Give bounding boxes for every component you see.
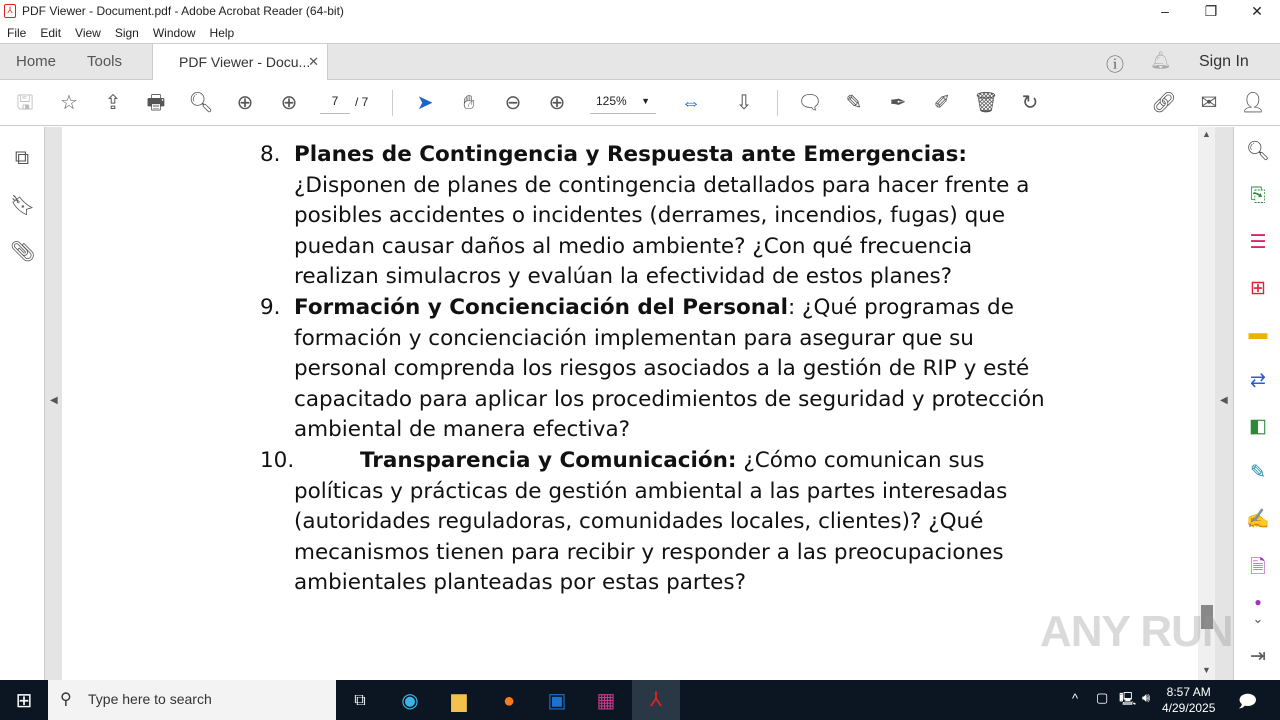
right-tools-pane [1233, 127, 1280, 680]
scroll-down-icon[interactable]: ▼ [1202, 665, 1211, 675]
title-bar [0, 0, 1280, 22]
rotate-icon[interactable]: ↻ [1021, 92, 1039, 114]
separator [777, 90, 778, 116]
tray-app-icon[interactable]: ▢ [1096, 690, 1109, 705]
watermark: ANY RUN [1040, 607, 1233, 656]
item-text: : ¿Qué programas de formación y concienciación implementan para asegurar que su personal comprenda los riesgos asociados a la gestión de RIP y esté capacitado para aplicar los procedimientos de seguridad y protección ambiental de manera efectiva? [294, 294, 1045, 443]
acrobat-icon: ⅄ [4, 4, 16, 18]
left-navigation-pane [0, 127, 45, 680]
menu-file[interactable]: File [7, 25, 27, 40]
sign-in-button[interactable]: Sign In [1199, 53, 1249, 70]
tab-tools[interactable]: Tools [87, 53, 123, 70]
item-number: 9. [260, 294, 281, 320]
close-button[interactable]: ✕ [1251, 3, 1263, 19]
collapse-left-icon[interactable]: ◀ [50, 395, 58, 406]
acrobat-taskbar-icon[interactable]: ⅄ [632, 680, 680, 720]
list-item [260, 293, 1050, 446]
comment-tool-icon[interactable]: ▬ [1248, 323, 1268, 344]
more-tools-icon[interactable]: ● [1254, 595, 1262, 609]
protect-icon[interactable]: 🗎︎ [1250, 557, 1266, 578]
task-view-icon[interactable]: ⧉ [354, 692, 366, 709]
edge-icon[interactable]: ◉ [401, 690, 419, 712]
search-icon: ⚲ [60, 691, 72, 708]
collapse-right-icon[interactable]: ◀ [1220, 395, 1228, 406]
zoom-in-icon[interactable]: ⊕ [548, 92, 566, 114]
menu-edit[interactable]: Edit [40, 25, 62, 40]
highlight-icon[interactable]: ✎ [845, 92, 863, 114]
attachment-icon[interactable]: 📎︎ [10, 241, 36, 263]
star-icon[interactable]: ☆ [60, 92, 78, 114]
network-icon[interactable]: 🖳︎ [1119, 691, 1137, 706]
firefox-icon[interactable]: ● [502, 690, 516, 712]
page-total: / 7 [355, 95, 369, 109]
menu-help[interactable]: Help [209, 25, 235, 40]
close-tab-icon[interactable]: ✕ [308, 54, 319, 69]
item-number: 10. [260, 447, 295, 473]
zoom-select[interactable] [590, 94, 656, 114]
zoom-out-icon[interactable]: ⊖ [504, 92, 522, 114]
add-user-icon[interactable]: 👤︎ [1240, 92, 1266, 114]
organize-pages-icon[interactable]: ☰ [1249, 232, 1267, 253]
share-link-icon[interactable]: 🔗︎ [1151, 92, 1177, 114]
scroll-up-icon[interactable]: ▲ [1202, 129, 1211, 139]
search-tools-icon[interactable]: 🔍︎ [1246, 141, 1271, 162]
combine-files-icon[interactable]: ⇄ [1250, 370, 1266, 391]
list-item [260, 446, 1050, 599]
item-heading: Formación y Concienciación del Personal [294, 294, 788, 320]
tray-overflow-icon[interactable]: ^ [1072, 691, 1079, 706]
email-icon[interactable]: ✉ [1200, 92, 1218, 114]
create-pdf-icon[interactable]: ⊞ [1250, 278, 1266, 299]
expand-tools-icon[interactable]: ⌄ [1252, 611, 1264, 626]
date: 4/29/2025 [1162, 701, 1216, 715]
menu-window[interactable]: Window [152, 25, 196, 40]
zoom-value: 125% [596, 94, 627, 108]
edit-document-icon[interactable]: ✐ [933, 92, 951, 114]
file-explorer-icon[interactable]: ▆ [451, 690, 467, 712]
list-item [260, 140, 1050, 293]
item-heading: Transparencia y Comunicación: [360, 447, 737, 473]
window-title: PDF Viewer - Document.pdf - Adobe Acrobat Reader (64-bit) [22, 4, 344, 18]
separator [392, 90, 393, 116]
select-cursor-icon[interactable]: ➤ [416, 92, 434, 114]
item-heading: Planes de Contingencia y Respuesta ante Emergencias: [294, 142, 967, 167]
next-page-icon[interactable]: ⊕ [280, 92, 298, 114]
upload-cloud-icon[interactable]: ⇪ [104, 92, 122, 114]
print-icon[interactable]: 🖶 [146, 92, 166, 114]
start-icon[interactable]: ⊞ [15, 690, 33, 712]
minimize-button[interactable]: – [1161, 3, 1169, 19]
notifications-icon[interactable]: 🗩︎ [1238, 692, 1257, 711]
taskbar [0, 680, 1280, 720]
export-pdf-icon[interactable]: ⎘ [1250, 185, 1266, 206]
previous-page-icon[interactable]: ⊕ [236, 92, 254, 114]
compress-icon[interactable]: ◧ [1249, 416, 1267, 437]
menu-sign[interactable]: Sign [114, 25, 139, 40]
edit-pdf-icon[interactable]: ✎ [1250, 462, 1266, 483]
help-icon[interactable]: ⓘ [1106, 55, 1124, 75]
find-icon[interactable]: 🔍︎ [188, 92, 214, 114]
scroll-mode-icon[interactable]: ⇩ [735, 92, 753, 114]
delete-icon[interactable]: 🗑︎ [973, 92, 999, 114]
clock[interactable] [1162, 684, 1215, 716]
menu-bar [0, 22, 1280, 43]
taskbar-search[interactable] [48, 680, 336, 720]
outlook-icon[interactable]: ▣ [547, 690, 567, 712]
tab-document[interactable] [152, 43, 328, 81]
save-icon[interactable]: 🖫 [16, 92, 34, 114]
page-thumbnails-icon[interactable]: ⧉ [14, 147, 30, 169]
collapse-pane-icon[interactable]: ⇥ [1250, 646, 1266, 667]
bell-icon[interactable]: 🔔︎ [1150, 51, 1172, 70]
volume-icon[interactable]: 🔊︎ [1142, 690, 1151, 705]
bookmark-icon[interactable]: 🔖︎ [10, 195, 36, 217]
winrar-icon[interactable]: ▦ [596, 690, 616, 712]
document-area [45, 127, 1233, 680]
vertical-scrollbar[interactable] [1198, 127, 1215, 680]
fit-page-icon[interactable]: ⇔ [681, 92, 701, 114]
sign-pen-icon[interactable]: ✒ [889, 92, 907, 114]
comment-icon[interactable]: 🗨︎ [797, 92, 823, 114]
tab-bar [0, 43, 1280, 80]
page-number-input[interactable]: 7 [320, 94, 350, 114]
tab-document-label: PDF Viewer - Docu... [179, 54, 311, 70]
pdf-page [62, 127, 1198, 680]
fill-sign-icon[interactable]: ✍ [1246, 509, 1270, 530]
item-number: 8. [260, 142, 281, 167]
maximize-button[interactable]: ❐ [1204, 3, 1218, 19]
item-text: ¿Disponen de planes de contingencia detallados para hacer frente a posibles accidentes o incidentes (derrames, incendios, fugas) que puedan causar daños al medio ambiente? ¿Con qué frecuencia realizan simulacros y evalúan la efectividad de estos planes? [294, 172, 1030, 290]
time: 8:57 AM [1166, 685, 1211, 699]
toolbar [0, 80, 1280, 126]
item-text: ¿Cómo comunican sus políticas y prácticas de gestión ambiental a las partes interesadas (autoridades reguladoras, comunidades locales, clientes)? ¿Qué mecanismos tienen para recibir y responder a las preocupaciones ambientales planteadas por estas partes? [294, 447, 1008, 596]
tab-home[interactable]: Home [16, 53, 57, 70]
chevron-down-icon: ▼ [641, 96, 650, 106]
menu-view[interactable]: View [75, 25, 101, 40]
search-placeholder: Type here to search [88, 691, 212, 707]
hand-tool-icon[interactable]: ✋︎ [463, 92, 475, 114]
